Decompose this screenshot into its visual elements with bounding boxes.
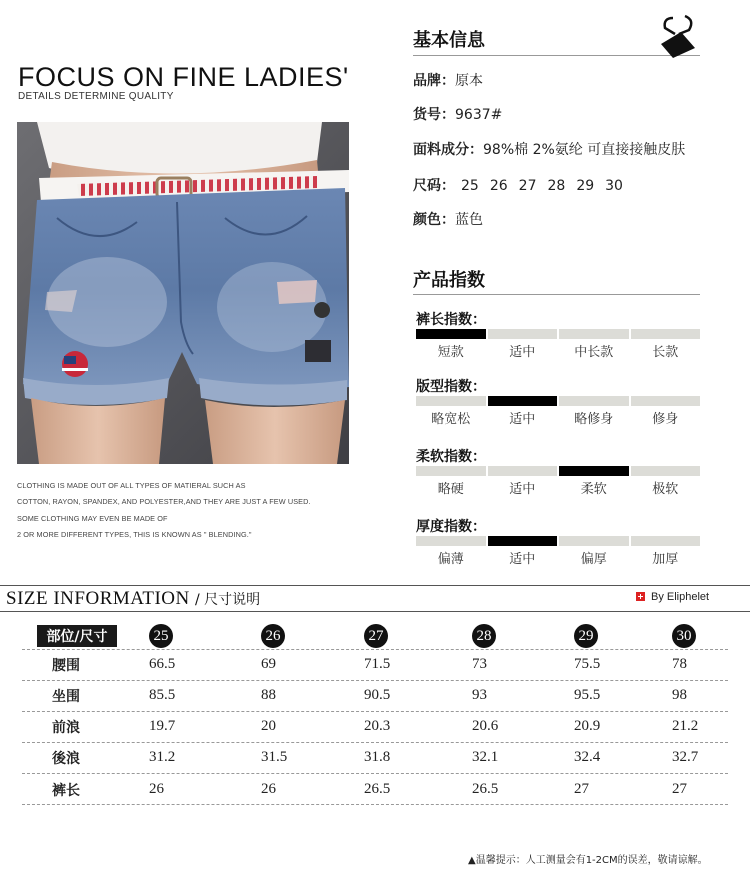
row-divider: [22, 711, 728, 712]
index-group-label: 厚度指数：: [416, 519, 486, 535]
row-divider: [22, 742, 728, 743]
color-row: [413, 209, 483, 229]
size-info-title: [6, 588, 260, 610]
index-bar-selected: [559, 466, 629, 476]
table-cell: 26.5: [364, 781, 391, 797]
index-option-label: 长款: [652, 345, 679, 360]
table-row-label: 裤长: [52, 783, 80, 799]
table-cell: 26: [261, 781, 276, 797]
table-cell: 32.1: [472, 749, 499, 765]
index-option-label: 略宽松: [431, 412, 471, 427]
index-group-label: 裤长指数：: [416, 312, 486, 328]
index-bar-selected: [488, 536, 558, 546]
product-photo: [17, 122, 349, 464]
row-divider: [22, 649, 728, 650]
table-cell: 31.2: [149, 749, 176, 765]
by-credit-text: By Eliphelet: [651, 591, 710, 603]
color-key: 颜色：: [413, 212, 455, 228]
table-cell: 32.4: [574, 749, 601, 765]
index-options: [416, 548, 700, 567]
index-scale: [416, 329, 700, 339]
measurement-note: ▲温馨提示：人工测量会有1-2CM的误差，敬请谅解。: [468, 855, 708, 866]
index-options: [416, 408, 700, 427]
index-bar: [488, 329, 558, 339]
index-option-label: 偏薄: [437, 552, 464, 567]
divider: [0, 585, 750, 586]
index-bar: [631, 536, 701, 546]
sku-value: 9637#: [455, 107, 503, 123]
table-cell: 20: [261, 718, 276, 734]
fabric-row: [413, 139, 685, 159]
size-option: 26: [489, 178, 508, 194]
product-index-title: 产品指数: [413, 270, 485, 291]
table-cell: 71.5: [364, 656, 391, 672]
index-options: [416, 341, 700, 360]
size-option: 27: [518, 178, 537, 194]
index-bar: [416, 396, 486, 406]
size-option: 28: [547, 178, 566, 194]
index-group-label: 柔软指数：: [416, 449, 486, 465]
table-cell: 98: [672, 687, 687, 703]
index-bar: [631, 396, 701, 406]
swiss-flag-icon: [636, 592, 645, 601]
index-bar: [416, 466, 486, 476]
index-bar: [631, 466, 701, 476]
index-option-label: 加厚: [652, 552, 679, 567]
size-option: 29: [576, 178, 595, 194]
index-bar-selected: [416, 329, 486, 339]
table-cell: 66.5: [149, 656, 176, 672]
index-option-label: 极软: [652, 482, 679, 497]
row-divider: [22, 804, 728, 805]
binder-clip-icon: [655, 14, 699, 58]
brand-key: 品牌：: [413, 73, 455, 89]
sku-row: [413, 104, 502, 124]
row-divider: [22, 680, 728, 681]
divider: [413, 294, 700, 295]
table-cell: 88: [261, 687, 276, 703]
index-bar: [416, 536, 486, 546]
basic-info-title: 基本信息: [413, 30, 485, 51]
table-cell: 26.5: [472, 781, 499, 797]
index-bar: [559, 329, 629, 339]
index-group-label: 版型指数：: [416, 379, 486, 395]
table-cell: 31.8: [364, 749, 391, 765]
table-cell: 27: [672, 781, 687, 797]
table-cell: 20.3: [364, 718, 391, 734]
index-option-label: 偏厚: [580, 552, 607, 567]
table-row-label: 前浪: [52, 720, 80, 736]
size-column-header: 27: [364, 624, 388, 648]
table-row-label: 腰围: [52, 658, 80, 674]
size-column-header: 29: [574, 624, 598, 648]
size-row: [413, 175, 634, 195]
table-cell: 20.6: [472, 718, 499, 734]
index-option-label: 短款: [437, 345, 464, 360]
size-option: 30: [605, 178, 623, 194]
index-option-label: 适中: [509, 345, 536, 360]
desc-line: CLOTHING IS MADE OUT OF ALL TYPES OF MATIERAL SUCH AS: [17, 481, 246, 490]
table-head-label: 部位/尺寸: [46, 629, 108, 645]
size-column-header: 26: [261, 624, 285, 648]
size-info-title-cn: / 尺寸说明: [195, 592, 261, 608]
table-row-label: 後浪: [52, 751, 80, 767]
index-option-label: 略修身: [574, 412, 614, 427]
table-cell: 27: [574, 781, 589, 797]
table-cell: 85.5: [149, 687, 176, 703]
fabric-value: 98%棉 2%氨纶 可直接接触皮肤: [483, 142, 686, 158]
divider: [0, 611, 750, 612]
brand-row: [413, 70, 483, 90]
sku-key: 货号：: [413, 107, 455, 123]
table-cell: 95.5: [574, 687, 601, 703]
index-bar: [631, 329, 701, 339]
index-option-label: 中长款: [574, 345, 614, 360]
index-scale: [416, 536, 700, 546]
material-description: [17, 478, 357, 543]
index-option-label: 柔软: [580, 482, 607, 497]
index-option-label: 修身: [652, 412, 679, 427]
index-options: [416, 478, 700, 497]
table-cell: 93: [472, 687, 487, 703]
index-bar: [559, 396, 629, 406]
size-column-header: 25: [149, 624, 173, 648]
page-title: FOCUS ON FINE LADIES': [18, 62, 349, 92]
index-option-label: 适中: [509, 552, 536, 567]
size-info-title-en: SIZE INFORMATION: [6, 588, 190, 609]
table-cell: 21.2: [672, 718, 699, 734]
table-cell: 19.7: [149, 718, 176, 734]
index-option-label: 略硬: [437, 482, 464, 497]
index-scale: [416, 396, 700, 406]
desc-line: 2 OR MORE DIFFERENT TYPES, THIS IS KNOWN AS " BLENDING.": [17, 529, 252, 539]
desc-line: SOME CLOTHING MAY EVEN BE MADE OF: [17, 513, 168, 523]
table-cell: 69: [261, 656, 276, 672]
index-bar: [559, 536, 629, 546]
fabric-key: 面料成分：: [413, 142, 483, 158]
table-cell: 73: [472, 656, 487, 672]
index-option-label: 适中: [509, 412, 536, 427]
desc-line: COTTON, RAYON, SPANDEX, AND POLYESTER,AND THEY ARE JUST A FEW USED.: [17, 497, 311, 507]
index-option-label: 适中: [509, 482, 536, 497]
index-bar-selected: [488, 396, 558, 406]
size-column-header: 30: [672, 624, 696, 648]
table-cell: 75.5: [574, 656, 601, 672]
table-cell: 32.7: [672, 749, 699, 765]
table-cell: 26: [149, 781, 164, 797]
index-bar: [488, 466, 558, 476]
page-subtitle: DETAILS DETERMINE QUALITY: [18, 91, 174, 102]
color-value: 蓝色: [455, 212, 483, 228]
table-cell: 90.5: [364, 687, 391, 703]
table-row-label: 坐围: [52, 689, 80, 705]
table-cell: 20.9: [574, 718, 601, 734]
size-column-header: 28: [472, 624, 496, 648]
size-option: 25: [461, 178, 479, 194]
index-scale: [416, 466, 700, 476]
table-cell: 78: [672, 656, 687, 672]
by-credit: [636, 591, 709, 603]
brand-value: 原本: [455, 73, 483, 89]
row-divider: [22, 773, 728, 774]
table-cell: 31.5: [261, 749, 288, 765]
size-key: 尺码：: [413, 178, 455, 194]
